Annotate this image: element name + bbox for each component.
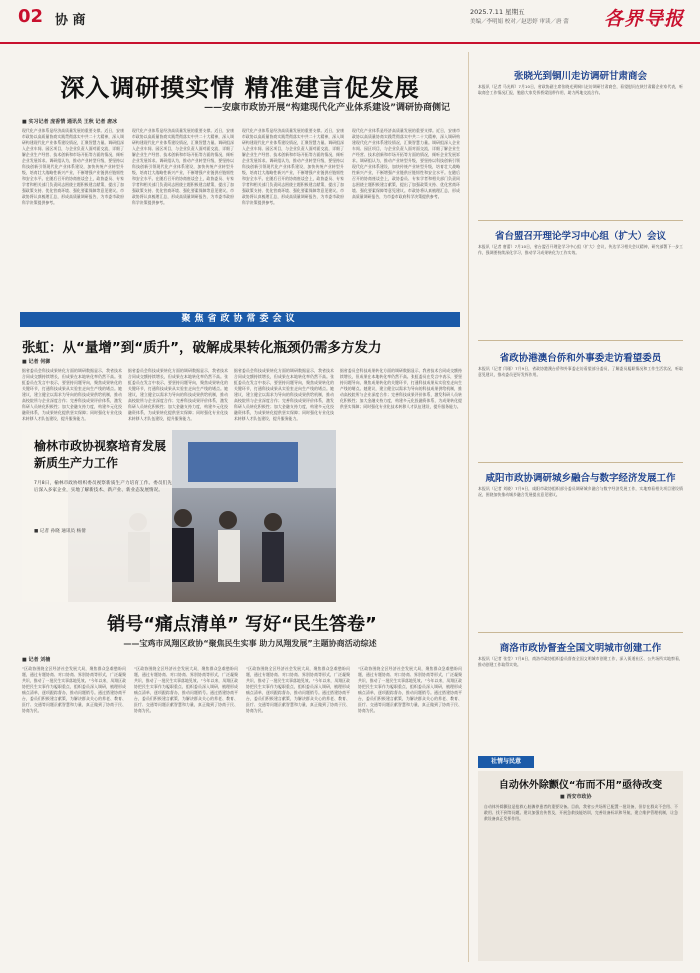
masthead (0, 0, 700, 44)
box-caption: ■ 记者 孙晓 通讯员 杨倩 (34, 529, 86, 534)
story3-body-col3: “区政协围绕全区经济社会发展大局，聚焦群众急难愁盼问题，通过专题协商、对口协商、界别协商等形式，广泛凝聚共识，推动了一批民生实事落地见效。”今年以来，凤翔区政协把民生实事作为履职重点，组织委员深入调研，梳理形成痛点清单，逐项跟踪督办，推动问题销号。通过搭建协商平台，委员们积极建言献策，为解决群众关心的养老、教育、医疗、交通等问题贡献智慧和力量，真正做到了协商于民、协商为民。 (246, 666, 350, 713)
column-tag: 社情与民意 (478, 756, 534, 768)
issue-date: 2025.7.11 星期五 (470, 8, 525, 16)
story3-headline: 销号“痛点清单” 写好“民生答卷” (107, 614, 377, 635)
sidebar-body-3: 本报讯（记者 闫瑾）7月9日，省政协港澳台侨和外事委走访看望部分委员，了解委员履职情况和工作生活状况，听取意见建议，推动委员更好发挥作用。 (478, 366, 683, 377)
sidebar-body-5: 本报讯（记者 张莹）7月8日，商洛市政协组织委员督查全国文明城市创建工作，深入街道社区、公共场所实地察看，推动创建工作取得实效。 (478, 656, 683, 667)
sidebar-divider (478, 632, 683, 633)
sidebar-headline-2: 省台盟召开理论学习中心组（扩大）会议 (494, 231, 666, 242)
sidebar-body-1: 本报讯（记者 马光辉）7月10日，省政协副主席张晓光到铜川走访调研甘肃商会，看望慰问在陕甘肃籍企业家代表，听取商会工作情况汇报，勉励大家发挥桥梁纽带作用，助力两地交流合作。 (478, 84, 683, 95)
story2-body-col2: 据省委员会科技成果转化方面的调研数据显示，我省技术合同成交额持续增长，但成果在本地转化率仍然不高。张虹委员在发言中表示，要坚持问题导向，聚焦成果转化的关键环节，打通科技成果从实验室走向生产线的堵点。她建议，建立健全以需求为导向的科技成果供给机制，推动高校院所与企业深度合作；完善科技成果评价体系，激发科研人员转化积极性；加大金融支持力度，构建多元化投融资体系，为成果转化提供坚实保障；同时强化专业化技术转移人才队伍建设，提升服务能力。 (128, 368, 228, 421)
sidebar-body-4: 本报讯（记者 刘晓）7月9日，咸阳市政协组织部分委员调研城乡融合与数字经济发展工作，实地察看相关项目建设情况，围绕加快推动城乡融合发展提出意见建议。 (478, 486, 683, 497)
story2-headline: 张虹：从“量增”到“质升”，破解成果转化瓶颈仍需多方发力 (22, 340, 382, 356)
editor-credits: 美编／李明娟 校对／赵思婷 审读／唐 蕾 (470, 19, 569, 25)
sidebar-headline-5: 商洛市政协督查全国文明城市创建工作 (499, 643, 662, 654)
sidebar-body-2: 本报讯（记者 唐蕾）7月10日，省台盟召开理论学习中心组（扩大）会议，传达学习相关会议精神，研究部署下一步工作，强调要持续深化学习，推动学习成果转化为工作实效。 (478, 244, 683, 255)
sidebar-divider (478, 220, 683, 221)
sidebar-headline-1: 张晓光到铜川走访调研甘肃商会 (513, 71, 647, 82)
story3-body-col4: “区政协围绕全区经济社会发展大局，聚焦群众急难愁盼问题，通过专题协商、对口协商、界别协商等形式，广泛凝聚共识，推动了一批民生实事落地见效。”今年以来，凤翔区政协把民生实事作为履职重点，组织委员深入调研，梳理形成痛点清单，逐项跟踪督办，推动问题销号。通过搭建协商平台，委员们积极建言献策，为解决群众关心的养老、教育、医疗、交通等问题贡献智慧和力量，真正做到了协商于民、协商为民。 (358, 666, 462, 713)
lead-subheadline: ——安康市政协开展“构建现代化产业体系建设”调研协商侧记 (204, 103, 450, 113)
column-body: 自动体外除颤仪是抢救心脏骤停患者的重要设备。目前，我省公共场所已配置一批设备，但存在群众不会用、不敢用、找不到等问题。建议加强宣传普及，开展急救技能培训，完善设备标识和导航，建立维护管理机制，让急救设备真正发挥作用。 (484, 804, 678, 821)
story2-body-col4: 据省委员会科技成果转化方面的调研数据显示，我省技术合同成交额持续增长，但成果在本地转化率仍然不高。张虹委员在发言中表示，要坚持问题导向，聚焦成果转化的关键环节，打通科技成果从实验室走向生产线的堵点。她建议，建立健全以需求为导向的科技成果供给机制，推动高校院所与企业深度合作；完善科技成果评价体系，激发科研人员转化积极性；加大金融支持力度，构建多元化投融资体系，为成果转化提供坚实保障；同时强化专业化技术转移人才队伍建设，提升服务能力。 (340, 368, 462, 409)
story3-subheadline: ——宝鸡市凤翔区政协“聚焦民生实事 助力凤翔发展”主题协商活动综述 (123, 639, 377, 648)
lead-byline: ■ 实习记者 庞香情 通讯员 王秋 记者 唐冰 (22, 119, 118, 125)
lead-body-col4: 现代化产业体系是经济高质量发展的重要支撑。近日，安康市政协以高质量协商实践贯彻落实中共二十大精神，深入调研构建现代化产业体系建设情况，汇聚智慧力量。调研组深入企业车间、园区项目，与企业负责人面对面交流，详细了解企业生产经营、技术创新和市场开拓等方面的情况，倾听企业发展诉求。调研组认为，推动产业转型升级，要坚持以科技创新引领现代化产业体系建设，加快传统产业转型升级，培育壮大战略性新兴产业，不断增强产业链供应链韧性和安全水平。在随后召开的协商座谈会上，政协委员、专家学者和相关部门负责同志围绕主题积极建言献策，提出了加强政策支持、优化营商环境、强化要素保障等意见建议。市政协将认真梳理汇总，形成高质量调研报告，为市委市政府科学决策提供参考。 (352, 128, 460, 199)
sidebar-divider (478, 340, 683, 341)
story3-body-col1: “区政协围绕全区经济社会发展大局，聚焦群众急难愁盼问题，通过专题协商、对口协商、界别协商等形式，广泛凝聚共识，推动了一批民生实事落地见效。”今年以来，凤翔区政协把民生实事作为履职重点，组织委员深入调研，梳理形成痛点清单，逐项跟踪督办，推动问题销号。通过搭建协商平台，委员们积极建言献策，为解决群众关心的养老、教育、医疗、交通等问题贡献智慧和力量，真正做到了协商于民、协商为民。 (22, 666, 126, 713)
box-body: 7月8日，榆林市政协组织委员视察新质生产力培育工作。委员们先后深入多家企业，实地了解新技术、新产业、新业态发展情况。 (34, 481, 172, 493)
page-number: 02 (18, 6, 44, 27)
sidebar-headline-3: 省政协港澳台侨和外事委走访看望委员 (499, 353, 662, 364)
lead-body-col2: 现代化产业体系是经济高质量发展的重要支撑。近日，安康市政协以高质量协商实践贯彻落实中共二十大精神，深入调研构建现代化产业体系建设情况，汇聚智慧力量。调研组深入企业车间、园区项目，与企业负责人面对面交流，详细了解企业生产经营、技术创新和市场开拓等方面的情况，倾听企业发展诉求。调研组认为，推动产业转型升级，要坚持以科技创新引领现代化产业体系建设，加快传统产业转型升级，培育壮大战略性新兴产业，不断增强产业链供应链韧性和安全水平。在随后召开的协商座谈会上，政协委员、专家学者和相关部门负责同志围绕主题积极建言献策，提出了加强政策支持、优化营商环境、强化要素保障等意见建议。市政协将认真梳理汇总，形成高质量调研报告，为市委市政府科学决策提供参考。 (132, 128, 234, 205)
lead-body-col3: 现代化产业体系是经济高质量发展的重要支撑。近日，安康市政协以高质量协商实践贯彻落实中共二十大精神，深入调研构建现代化产业体系建设情况，汇聚智慧力量。调研组深入企业车间、园区项目，与企业负责人面对面交流，详细了解企业生产经营、技术创新和市场开拓等方面的情况，倾听企业发展诉求。调研组认为，推动产业转型升级，要坚持以科技创新引领现代化产业体系建设，加快传统产业转型升级，培育壮大战略性新兴产业，不断增强产业链供应链韧性和安全水平。在随后召开的协商座谈会上，政协委员、专家学者和相关部门负责同志围绕主题积极建言献策，提出了加强政策支持、优化营商环境、强化要素保障等意见建议。市政协将认真梳理汇总，形成高质量调研报告，为市委市政府科学决策提供参考。 (242, 128, 344, 205)
story2-body-col3: 据省委员会科技成果转化方面的调研数据显示，我省技术合同成交额持续增长，但成果在本地转化率仍然不高。张虹委员在发言中表示，要坚持问题导向，聚焦成果转化的关键环节，打通科技成果从实验室走向生产线的堵点。她建议，建立健全以需求为导向的科技成果供给机制，推动高校院所与企业深度合作；完善科技成果评价体系，激发科研人员转化积极性；加大金融支持力度，构建多元化投融资体系，为成果转化提供坚实保障；同时强化专业化技术转移人才队伍建设，提升服务能力。 (234, 368, 334, 421)
story3-body-col2: “区政协围绕全区经济社会发展大局，聚焦群众急难愁盼问题，通过专题协商、对口协商、界别协商等形式，广泛凝聚共识，推动了一批民生实事落地见效。”今年以来，凤翔区政协把民生实事作为履职重点，组织委员深入调研，梳理形成痛点清单，逐项跟踪督办，推动问题销号。通过搭建协商平台，委员们积极建言献策，为解决群众关心的养老、教育、医疗、交通等问题贡献智慧和力量，真正做到了协商于民、协商为民。 (134, 666, 238, 713)
section-band: 聚焦省政协常委会议 (20, 312, 460, 327)
sidebar-headline-4: 咸阳市政协调研城乡融合与数字经济发展工作 (485, 473, 676, 484)
column-divider (468, 52, 469, 962)
story2-byline: ■ 记者 何御 (22, 359, 51, 365)
lead-body-col1: 现代化产业体系是经济高质量发展的重要支撑。近日，安康市政协以高质量协商实践贯彻落实中共二十大精神，深入调研构建现代化产业体系建设情况，汇聚智慧力量。调研组深入企业车间、园区项目，与企业负责人面对面交流，详细了解企业生产经营、技术创新和市场开拓等方面的情况，倾听企业发展诉求。调研组认为，推动产业转型升级，要坚持以科技创新引领现代化产业体系建设，加快传统产业转型升级，培育壮大战略性新兴产业，不断增强产业链供应链韧性和安全水平。在随后召开的协商座谈会上，政协委员、专家学者和相关部门负责同志围绕主题积极建言献策，提出了加强政策支持、优化营商环境、强化要素保障等意见建议。市政协将认真梳理汇总，形成高质量调研报告，为市委市政府科学决策提供参考。 (22, 128, 124, 205)
box-headline: 榆林市政协视察培育发展新质生产力工作 (34, 439, 167, 470)
story2-body-col1: 据省委员会科技成果转化方面的调研数据显示，我省技术合同成交额持续增长，但成果在本地转化率仍然不高。张虹委员在发言中表示，要坚持问题导向，聚焦成果转化的关键环节，打通科技成果从实验室走向生产线的堵点。她建议，建立健全以需求为导向的科技成果供给机制，推动高校院所与企业深度合作；完善科技成果评价体系，激发科研人员转化积极性；加大金融支持力度，构建多元化投融资体系，为成果转化提供坚实保障；同时强化专业化技术转移人才队伍建设，提升服务能力。 (22, 368, 122, 421)
column-headline: 自动休外除颤仪“布而不用”亟待改变 (498, 780, 663, 791)
lead-headline: 深入调研摸实情 精准建言促发展 (60, 74, 420, 102)
story3-byline: ■ 记者 刘楠 (22, 657, 51, 663)
page-title: 协 商 (55, 13, 86, 28)
newspaper-logo: 各界导报 (604, 8, 685, 30)
sidebar-divider (478, 462, 683, 463)
column-byline: ■ 西安市政协 (560, 794, 592, 800)
